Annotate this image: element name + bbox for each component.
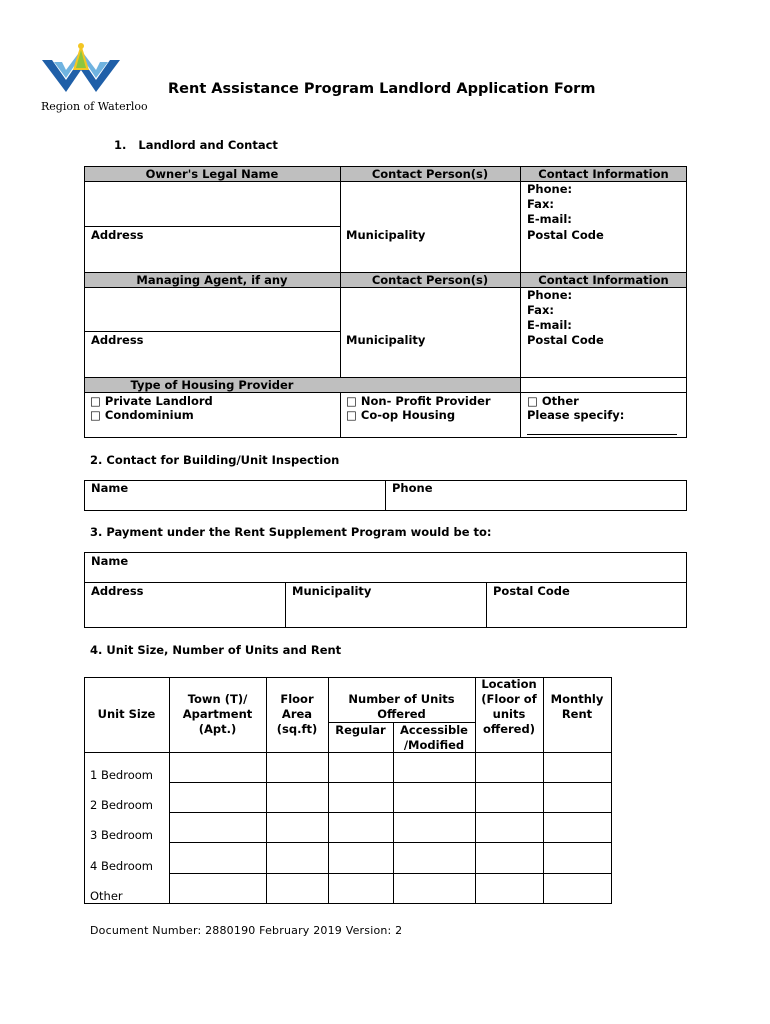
payment-municipality-label: Municipality (292, 584, 372, 598)
inspection-phone-label: Phone (392, 481, 433, 495)
section-4-heading: 4. Unit Size, Number of Units and Rent (90, 643, 342, 657)
checkbox-icon[interactable]: □ (90, 394, 101, 408)
agent-email-label: E-mail: (527, 318, 572, 332)
agent-phone-label: Phone: (527, 288, 573, 302)
owner-postal-label: Postal Code (527, 228, 604, 242)
non-profit-option[interactable]: □ Non- Profit Provider (346, 394, 491, 408)
agent-address-label: Address (91, 333, 144, 347)
monthly-rent-header: Monthly Rent (550, 692, 604, 721)
regular-header: Regular (335, 723, 386, 737)
owner-municipality-label: Municipality (346, 228, 426, 242)
org-name: Region of Waterloo (41, 100, 148, 113)
owner-fax-label: Fax: (527, 197, 554, 211)
row-label-2-bedroom: 2 Bedroom (90, 798, 153, 812)
owner-address-label: Address (91, 228, 144, 242)
region-of-waterloo-logo (40, 40, 122, 96)
please-specify-label: Please specify: (527, 408, 625, 422)
private-landlord-option[interactable]: □ Private Landlord (90, 394, 213, 408)
agent-contact-person-header: Contact Person(s) (371, 273, 489, 287)
checkbox-icon[interactable]: □ (346, 394, 357, 408)
unit-size-header: Unit Size (97, 707, 156, 721)
page-title: Rent Assistance Program Landlord Application Form (168, 81, 596, 97)
section-1-heading: 1. Landlord and Contact (114, 138, 278, 152)
owner-contact-person-header: Contact Person(s) (371, 167, 489, 181)
checkbox-icon[interactable]: □ (346, 408, 357, 422)
agent-name-header: Managing Agent, if any (136, 273, 288, 287)
agent-postal-label: Postal Code (527, 333, 604, 347)
location-header: Location (Floor of units offered) (481, 677, 537, 736)
owner-email-label: E-mail: (527, 212, 572, 226)
row-label-3-bedroom: 3 Bedroom (90, 828, 153, 842)
town-apartment-header: Town (T)/ Apartment (Apt.) (182, 692, 253, 736)
coop-housing-option[interactable]: □ Co-op Housing (346, 408, 456, 422)
checkbox-icon[interactable]: □ (527, 394, 538, 408)
payment-address-label: Address (91, 584, 144, 598)
accessible-header: Accessible /Modified (400, 723, 468, 752)
housing-provider-header: Type of Housing Provider (130, 378, 294, 392)
agent-contact-info-header: Contact Information (538, 273, 669, 287)
agent-fax-label: Fax: (527, 303, 554, 317)
payment-postal-label: Postal Code (493, 584, 570, 598)
checkbox-icon[interactable]: □ (90, 408, 101, 422)
please-specify-line[interactable] (527, 434, 677, 435)
condominium-option[interactable]: □ Condominium (90, 408, 194, 422)
row-label-4-bedroom: 4 Bedroom (90, 859, 153, 873)
floor-area-header: Floor Area (sq.ft) (276, 692, 318, 736)
payment-name-label: Name (91, 554, 129, 568)
row-label-1-bedroom: 1 Bedroom (90, 768, 153, 782)
owner-legal-name-header: Owner's Legal Name (145, 167, 279, 181)
inspection-name-label: Name (91, 481, 129, 495)
agent-municipality-label: Municipality (346, 333, 426, 347)
document-number: Document Number: 2880190 February 2019 Version: 2 (90, 924, 403, 937)
owner-contact-info-header: Contact Information (538, 167, 669, 181)
other-option[interactable]: □ Other (527, 394, 579, 408)
section-2-heading: 2. Contact for Building/Unit Inspection (90, 453, 340, 467)
number-of-units-header: Number of Units Offered (348, 692, 455, 721)
owner-phone-label: Phone: (527, 182, 573, 196)
section-3-heading: 3. Payment under the Rent Supplement Program would be to: (90, 525, 492, 539)
row-label-other: Other (90, 889, 123, 903)
